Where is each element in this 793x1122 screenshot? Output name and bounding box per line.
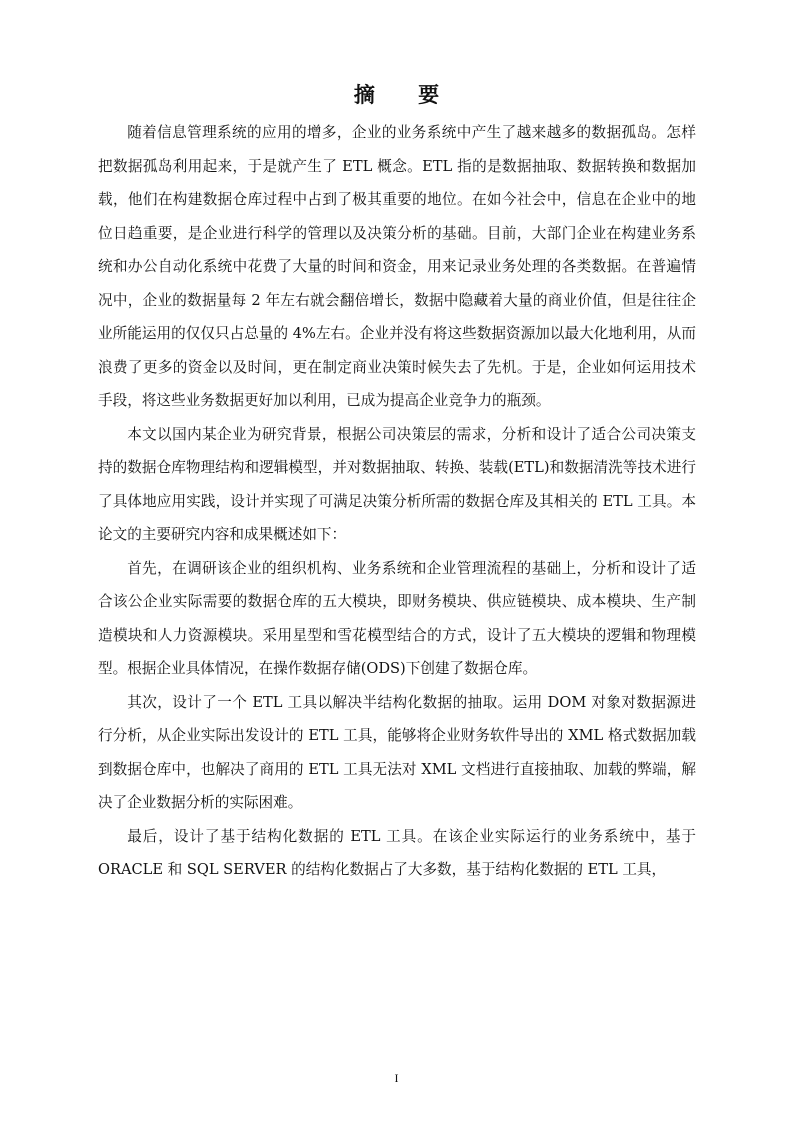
paragraph-3: 首先，在调研该企业的组织机构、业务系统和企业管理流程的基础上，分析和设计了适合该公企业实际需要的数据仓库的五大模块，即财务模块、供应链模块、成本模块、生产制造模块和人力资源模块。采用星型和雪花模型结合的方式，设计了五大模块的逻辑和物理模型。根据企业具体情况，在操作数据存储(ODS)下创建了数据仓库。 [98, 559, 696, 677]
paragraph-5: 最后，设计了基于结构化数据的 ETL 工具。在该企业实际运行的业务系统中，基于 ORACLE 和 SQL SERVER 的结构化数据占了大多数，基于结构化数据的 ETL 工具， [98, 827, 696, 878]
paragraph-4: 其次，设计了一个 ETL 工具以解决半结构化数据的抽取。运用 DOM 对象对数据源进行分析，从企业实际出发设计的 ETL 工具，能够将企业财务软件导出的 XML 格式数据加载到数据仓库中，也解决了商用的 ETL 工具无法对 XML 文档进行直接抽取、加载的弊端，解决了企业数据分析的实际困难。 [98, 693, 696, 811]
paragraph-1: 随着信息管理系统的应用的增多，企业的业务系统中产生了越来越多的数据孤岛。怎样把数据孤岛利用起来，于是就产生了 ETL 概念。ETL 指的是数据抽取、数据转换和数据加载，他们在构建数据仓库过程中占到了极其重要的地位。在如今社会中，信息在企业中的地位日趋重要，是企业进行科学的管理以及决策分析的基础。目前，大部门企业在构建业务系统和办公自动化系统中花费了大量的时间和资金，用来记录业务处理的各类数据。在普遍情况中，企业的数据量每 2 年左右就会翻倍增长，数据中隐藏着大量的商业价值，但是往往企业所能运用的仅仅只占总量的 4%左右。企业并没有将这些数据资源加以最大化地利用，从而浪费了更多的资金以及时间，更在制定商业决策时候失去了先机。于是，企业如何运用技术手段，将这些业务数据更好加以利用，已成为提高企业竞争力的瓶颈。 [98, 124, 696, 409]
page-number: I [394, 1071, 399, 1085]
paragraph-2: 本文以国内某企业为研究背景，根据公司决策层的需求，分析和设计了适合公司决策支持的数据仓库物理结构和逻辑模型，并对数据抽取、转换、装载(ETL)和数据清洗等技术进行了具体地应用实践，设计并实现了可满足决策分析所需的数据仓库及其相关的 ETL 工具。本论文的主要研究内容和成果概述如下： [98, 425, 696, 543]
abstract-body [98, 116, 696, 887]
abstract-title: 摘 要 [353, 83, 458, 107]
